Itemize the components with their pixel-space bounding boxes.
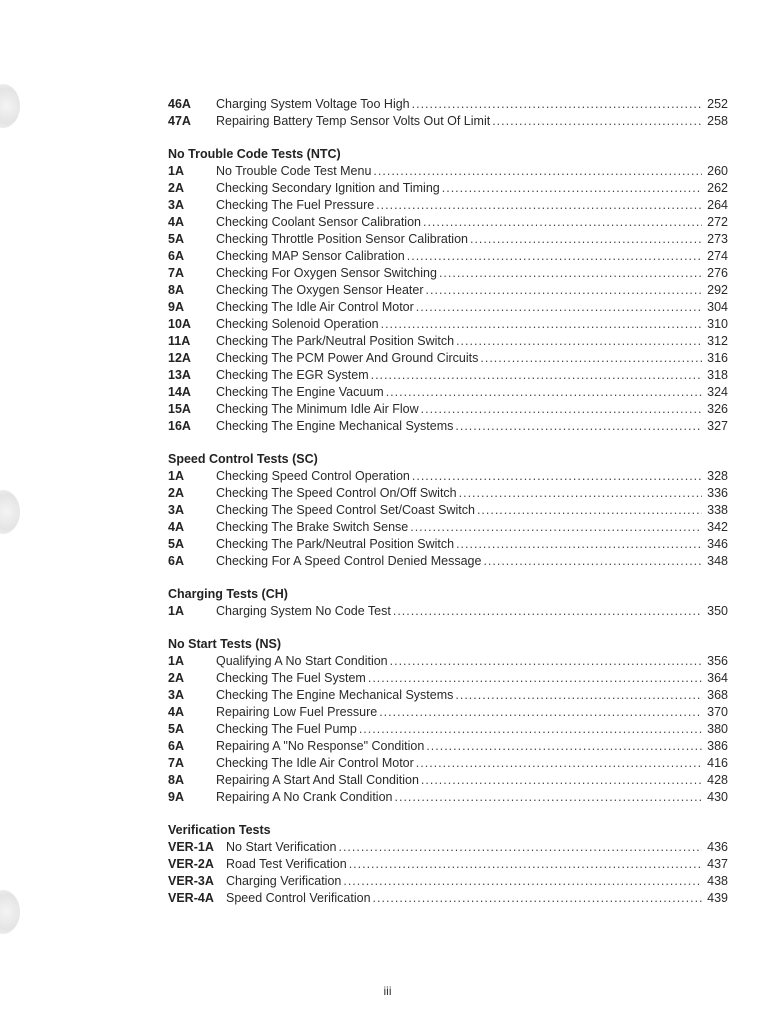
toc-entry-page: 260 bbox=[707, 164, 728, 178]
toc-entry-page: 436 bbox=[707, 840, 728, 854]
toc-entry-title: Checking The Park/Neutral Position Switch bbox=[216, 537, 455, 551]
toc-entry-page: 264 bbox=[707, 198, 728, 212]
dot-leader bbox=[421, 772, 702, 789]
dot-leader bbox=[477, 502, 702, 519]
toc-entry bbox=[168, 890, 728, 907]
toc-entry-code: 1A bbox=[168, 164, 184, 178]
toc-entry-title: Checking MAP Sensor Calibration bbox=[216, 249, 405, 263]
toc-entry-title: Repairing A Start And Stall Condition bbox=[216, 773, 419, 787]
toc-entry-title: Checking The EGR System bbox=[216, 368, 369, 382]
dot-leader bbox=[483, 553, 702, 570]
toc-entry-code: 4A bbox=[168, 215, 184, 229]
dot-leader bbox=[410, 519, 702, 536]
binder-hole bbox=[0, 490, 20, 534]
toc-section bbox=[168, 451, 728, 570]
toc-entry-title: Repairing A "No Response" Condition bbox=[216, 739, 425, 753]
toc-entry bbox=[168, 873, 728, 890]
toc-entry-title: Road Test Verification bbox=[226, 857, 347, 871]
toc-entry-code: 14A bbox=[168, 385, 191, 399]
toc-entry bbox=[168, 265, 728, 282]
toc-entry-title: Checking The Idle Air Control Motor bbox=[216, 756, 414, 770]
toc-section bbox=[168, 146, 728, 435]
toc-entry-title: Checking Coolant Sensor Calibration bbox=[216, 215, 421, 229]
dot-leader bbox=[373, 890, 702, 907]
toc-entry-code: 8A bbox=[168, 773, 184, 787]
toc-entry bbox=[168, 384, 728, 401]
dot-leader bbox=[386, 384, 702, 401]
toc-entry-page: 437 bbox=[707, 857, 728, 871]
toc-entry-title: Checking The Speed Control Set/Coast Switch bbox=[216, 503, 475, 517]
toc-entry-page: 342 bbox=[707, 520, 728, 534]
toc-entry-page: 430 bbox=[707, 790, 728, 804]
toc-entry bbox=[168, 282, 728, 299]
toc-entry bbox=[168, 755, 728, 772]
toc-entry-code: 3A bbox=[168, 198, 184, 212]
toc-entry-page: 276 bbox=[707, 266, 728, 280]
dot-leader bbox=[407, 248, 702, 265]
toc-entry-page: 272 bbox=[707, 215, 728, 229]
dot-leader bbox=[368, 670, 702, 687]
toc-entry-page: 346 bbox=[707, 537, 728, 551]
toc-intro-entries bbox=[168, 96, 728, 130]
toc-entry-title: Checking The Park/Neutral Position Switch bbox=[216, 334, 455, 348]
dot-leader bbox=[349, 856, 702, 873]
toc-entry-code: 7A bbox=[168, 756, 184, 770]
section-heading: Charging Tests (CH) bbox=[168, 587, 288, 601]
toc-entry-code: 2A bbox=[168, 486, 184, 500]
toc-entry-title: Checking The Speed Control On/Off Switch bbox=[216, 486, 457, 500]
dot-leader bbox=[359, 721, 702, 738]
dot-leader bbox=[338, 839, 702, 856]
dot-leader bbox=[343, 873, 702, 890]
toc-entry-code: 4A bbox=[168, 705, 184, 719]
toc-entry bbox=[168, 704, 728, 721]
toc-entry-code: 12A bbox=[168, 351, 191, 365]
toc-entry bbox=[168, 299, 728, 316]
toc-entry-title: Checking The Engine Mechanical Systems bbox=[216, 688, 454, 702]
dot-leader bbox=[455, 687, 702, 704]
dot-leader bbox=[456, 536, 702, 553]
toc-entry-title: Checking The Minimum Idle Air Flow bbox=[216, 402, 419, 416]
toc-entry-code: 15A bbox=[168, 402, 191, 416]
toc-entry-title: Repairing Battery Temp Sensor Volts Out Of Limit bbox=[216, 114, 491, 128]
dot-leader bbox=[412, 468, 702, 485]
toc-entry-page: 326 bbox=[707, 402, 728, 416]
toc-entry-page: 386 bbox=[707, 739, 728, 753]
toc-entry-page: 274 bbox=[707, 249, 728, 263]
dot-leader bbox=[379, 704, 702, 721]
toc-entry bbox=[168, 789, 728, 806]
toc-entry bbox=[168, 214, 728, 231]
toc-entry bbox=[168, 248, 728, 265]
toc-entry-code: VER-1A bbox=[168, 840, 214, 854]
toc-entry bbox=[168, 721, 728, 738]
binder-hole bbox=[0, 84, 20, 128]
toc-entry-page: 312 bbox=[707, 334, 728, 348]
toc-entry bbox=[168, 367, 728, 384]
dot-leader bbox=[416, 299, 702, 316]
toc-entry bbox=[168, 231, 728, 248]
toc-entry-page: 364 bbox=[707, 671, 728, 685]
toc-entry bbox=[168, 163, 728, 180]
toc-entry-code: 46A bbox=[168, 97, 191, 111]
toc-entry-code: 2A bbox=[168, 181, 184, 195]
toc-entry-page: 368 bbox=[707, 688, 728, 702]
binder-hole bbox=[0, 890, 20, 934]
toc-entry-code: VER-3A bbox=[168, 874, 214, 888]
toc-entry bbox=[168, 113, 728, 130]
toc-entry bbox=[168, 603, 728, 620]
toc-sections bbox=[168, 146, 728, 907]
toc-entry-code: 5A bbox=[168, 722, 184, 736]
dot-leader bbox=[371, 367, 702, 384]
toc-entry-title: Checking The Fuel Pump bbox=[216, 722, 357, 736]
toc-entry bbox=[168, 418, 728, 435]
toc-entry-code: 5A bbox=[168, 232, 184, 246]
toc-entry-title: Speed Control Verification bbox=[226, 891, 371, 905]
toc-entry-page: 380 bbox=[707, 722, 728, 736]
dot-leader bbox=[442, 180, 702, 197]
toc-entry-page: 292 bbox=[707, 283, 728, 297]
section-heading: No Start Tests (NS) bbox=[168, 637, 281, 651]
toc-entry-title: No Start Verification bbox=[226, 840, 337, 854]
toc-entry bbox=[168, 738, 728, 755]
toc-entry bbox=[168, 772, 728, 789]
dot-leader bbox=[373, 163, 702, 180]
toc-entry-page: 252 bbox=[707, 97, 728, 111]
toc-entry-code: 1A bbox=[168, 469, 184, 483]
toc-entry bbox=[168, 687, 728, 704]
toc-entry-title: No Trouble Code Test Menu bbox=[216, 164, 372, 178]
toc-entry-code: 5A bbox=[168, 537, 184, 551]
dot-leader bbox=[426, 282, 702, 299]
dot-leader bbox=[470, 231, 702, 248]
toc-entry-title: Repairing A No Crank Condition bbox=[216, 790, 393, 804]
dot-leader bbox=[456, 333, 702, 350]
toc-entry-title: Checking The PCM Power And Ground Circuits bbox=[216, 351, 479, 365]
toc-entry-page: 350 bbox=[707, 604, 728, 618]
toc-entry-page: 348 bbox=[707, 554, 728, 568]
dot-leader bbox=[421, 401, 702, 418]
toc-entry-code: 7A bbox=[168, 266, 184, 280]
toc-entry bbox=[168, 468, 728, 485]
toc-entry-code: 10A bbox=[168, 317, 191, 331]
dot-leader bbox=[455, 418, 702, 435]
toc-entry-title: Charging Verification bbox=[226, 874, 342, 888]
toc-entry-title: Charging System No Code Test bbox=[216, 604, 391, 618]
table-of-contents bbox=[168, 96, 728, 923]
toc-entry-page: 318 bbox=[707, 368, 728, 382]
toc-entry-title: Checking Solenoid Operation bbox=[216, 317, 379, 331]
toc-entry bbox=[168, 401, 728, 418]
toc-entry bbox=[168, 519, 728, 536]
toc-entry-code: 3A bbox=[168, 688, 184, 702]
toc-entry bbox=[168, 96, 728, 113]
toc-entry-code: 9A bbox=[168, 790, 184, 804]
dot-leader bbox=[390, 653, 702, 670]
toc-entry-title: Checking For Oxygen Sensor Switching bbox=[216, 266, 437, 280]
toc-entry-page: 273 bbox=[707, 232, 728, 246]
toc-section bbox=[168, 822, 728, 907]
toc-entry-title: Checking For A Speed Control Denied Message bbox=[216, 554, 482, 568]
toc-entry-code: 13A bbox=[168, 368, 191, 382]
toc-entry-page: 262 bbox=[707, 181, 728, 195]
toc-entry-title: Charging System Voltage Too High bbox=[216, 97, 410, 111]
section-heading: No Trouble Code Tests (NTC) bbox=[168, 147, 341, 161]
toc-entry-page: 370 bbox=[707, 705, 728, 719]
section-heading: Verification Tests bbox=[168, 823, 271, 837]
toc-entry-page: 327 bbox=[707, 419, 728, 433]
toc-entry-title: Checking The Engine Vacuum bbox=[216, 385, 384, 399]
toc-entry-code: 9A bbox=[168, 300, 184, 314]
toc-entry bbox=[168, 180, 728, 197]
dot-leader bbox=[395, 789, 703, 806]
toc-entry-code: VER-2A bbox=[168, 857, 214, 871]
toc-entry-code: 11A bbox=[168, 334, 191, 348]
toc-entry-title: Checking The Oxygen Sensor Heater bbox=[216, 283, 424, 297]
toc-entry bbox=[168, 553, 728, 570]
toc-entry-title: Qualifying A No Start Condition bbox=[216, 654, 388, 668]
toc-entry-code: 6A bbox=[168, 739, 184, 753]
toc-entry bbox=[168, 333, 728, 350]
toc-entry-page: 324 bbox=[707, 385, 728, 399]
toc-entry-title: Checking Speed Control Operation bbox=[216, 469, 410, 483]
toc-entry bbox=[168, 197, 728, 214]
dot-leader bbox=[492, 113, 702, 130]
toc-entry bbox=[168, 316, 728, 333]
toc-entry-page: 356 bbox=[707, 654, 728, 668]
dot-leader bbox=[376, 197, 702, 214]
toc-entry bbox=[168, 653, 728, 670]
toc-entry bbox=[168, 502, 728, 519]
dot-leader bbox=[480, 350, 702, 367]
page-number: iii bbox=[383, 984, 392, 998]
toc-entry-title: Checking The Engine Mechanical Systems bbox=[216, 419, 454, 433]
dot-leader bbox=[439, 265, 702, 282]
toc-section bbox=[168, 636, 728, 806]
toc-entry-title: Checking Throttle Position Sensor Calibration bbox=[216, 232, 468, 246]
toc-entry-code: 16A bbox=[168, 419, 191, 433]
toc-entry-page: 304 bbox=[707, 300, 728, 314]
toc-entry-page: 258 bbox=[707, 114, 728, 128]
toc-entry-code: 8A bbox=[168, 283, 184, 297]
toc-entry-page: 428 bbox=[707, 773, 728, 787]
section-heading: Speed Control Tests (SC) bbox=[168, 452, 318, 466]
toc-entry-code: 1A bbox=[168, 604, 184, 618]
toc-entry-page: 439 bbox=[707, 891, 728, 905]
toc-section bbox=[168, 586, 728, 620]
toc-entry-title: Repairing Low Fuel Pressure bbox=[216, 705, 378, 719]
toc-entry-code: 3A bbox=[168, 503, 184, 517]
toc-entry-title: Checking The Fuel Pressure bbox=[216, 198, 375, 212]
toc-entry-code: 6A bbox=[168, 554, 184, 568]
toc-entry-code: 47A bbox=[168, 114, 191, 128]
toc-entry-title: Checking Secondary Ignition and Timing bbox=[216, 181, 440, 195]
toc-entry-page: 338 bbox=[707, 503, 728, 517]
dot-leader bbox=[393, 603, 702, 620]
toc-entry bbox=[168, 350, 728, 367]
dot-leader bbox=[423, 214, 702, 231]
toc-entry-code: VER-4A bbox=[168, 891, 214, 905]
toc-entry bbox=[168, 485, 728, 502]
dot-leader bbox=[416, 755, 702, 772]
toc-entry-title: Checking The Fuel System bbox=[216, 671, 366, 685]
toc-entry-title: Checking The Idle Air Control Motor bbox=[216, 300, 414, 314]
dot-leader bbox=[412, 96, 702, 113]
toc-entry-code: 6A bbox=[168, 249, 184, 263]
toc-entry-page: 310 bbox=[707, 317, 728, 331]
toc-entry-page: 438 bbox=[707, 874, 728, 888]
toc-entry-page: 416 bbox=[707, 756, 728, 770]
toc-entry bbox=[168, 536, 728, 553]
toc-entry-title: Checking The Brake Switch Sense bbox=[216, 520, 409, 534]
toc-entry-code: 1A bbox=[168, 654, 184, 668]
dot-leader bbox=[459, 485, 702, 502]
toc-entry bbox=[168, 839, 728, 856]
toc-entry bbox=[168, 856, 728, 873]
toc-entry-code: 2A bbox=[168, 671, 184, 685]
toc-entry-code: 4A bbox=[168, 520, 184, 534]
dot-leader bbox=[381, 316, 702, 333]
toc-entry-page: 336 bbox=[707, 486, 728, 500]
toc-entry-page: 316 bbox=[707, 351, 728, 365]
dot-leader bbox=[426, 738, 702, 755]
toc-entry bbox=[168, 670, 728, 687]
toc-entry-page: 328 bbox=[707, 469, 728, 483]
